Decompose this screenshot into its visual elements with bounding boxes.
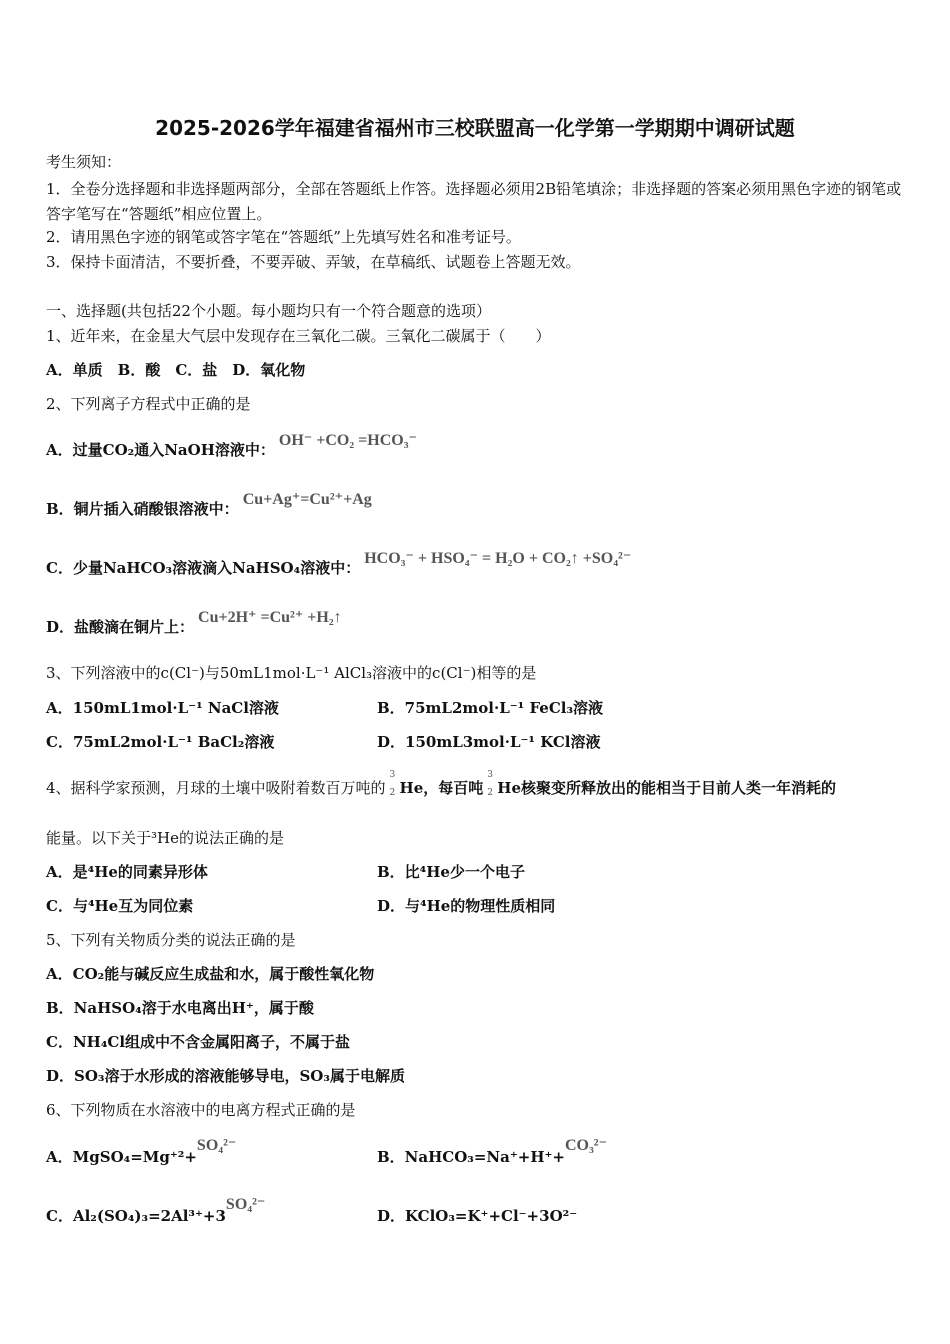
q5-stem: 5、下列有关物质分类的说法正确的是 [46,931,296,949]
q3-option-a: A．150mL1mol·L⁻¹ NaCl溶液 [46,699,279,717]
q6-option-b-ion: CO₃²⁻ [565,1137,608,1154]
q2-stem: 2、下列离子方程式中正确的是 [46,395,251,413]
q2-option-c-equation: HCO₃⁻ + HSO₄⁻ = H₂O + CO₂↑ +SO₄²⁻ [364,550,632,567]
q6-option-c [46,1196,266,1227]
q5-option-c: C．NH₄Cl组成中不含金属阳离子，不属于盐 [46,1033,351,1051]
he3-nuclide-2: 3 2 [487,770,493,798]
q4-stem-part1: 4、据科学家预测，月球的土壤中吸附着数百万吨的 [46,779,386,797]
q6-option-c-text: C．Al₂(SO₄)₃=2Al³⁺+3 [46,1207,226,1225]
q5-option-d: D．SO₃溶于水形成的溶液能够导电，SO₃属于电解质 [46,1067,405,1085]
q3-option-b: B．75mL2mol·L⁻¹ FeCl₃溶液 [377,699,604,717]
q4-stem-line2: 能量。以下关于³He的说法正确的是 [46,829,284,847]
q1-stem: 1、近年来，在金星大气层中发现存在三氧化二碳。三氧化二碳属于（ ） [46,327,551,345]
q3-option-d: D．150mL3mol·L⁻¹ KCl溶液 [377,733,601,751]
q4-stem [46,770,836,799]
q4-option-c: C．与⁴He互为同位素 [46,897,194,915]
q2-option-a [46,432,417,461]
notice-item-3: 3．保持卡面清洁，不要折叠，不要弄破、弄皱，在草稿纸、试题卷上答题无效。 [46,253,581,271]
page-title: 2025-2026学年福建省福州市三校联盟高一化学第一学期期中调研试题 [155,116,795,140]
q6-stem: 6、下列物质在水溶液中的电离方程式正确的是 [46,1101,356,1119]
q2-option-d-equation: Cu+2H⁺ =Cu²⁺ +H₂↑ [198,609,342,626]
q3-stem: 3、下列溶液中的c(Cl⁻)与50mL1mol·L⁻¹ AlCl₃溶液中的c(Cl⁻)相等的是 [46,664,537,682]
q2-option-b [46,491,372,520]
notice-item-2: 2．请用黑色字迹的钢笔或答字笔在“答题纸”上先填写姓名和准考证号。 [46,228,521,246]
q2-option-c [46,550,632,579]
q3-option-c: C．75mL2mol·L⁻¹ BaCl₂溶液 [46,733,275,751]
q4-stem-part2: He，每百吨 [399,779,484,797]
q5-option-a: A．CO₂能与碱反应生成盐和水，属于酸性氧化物 [46,965,375,983]
q1-options: A．单质 B．酸 C．盐 D．氧化物 [46,361,306,379]
q4-option-b: B．比⁴He少一个电子 [377,863,525,881]
q4-option-d: D．与⁴He的物理性质相同 [377,897,556,915]
he3-nuclide-1: 3 2 [389,770,396,798]
q6-option-b [377,1137,608,1168]
q2-option-a-equation: OH⁻ +CO₂ =HCO₃⁻ [278,432,417,449]
q6-option-c-ion: SO₄²⁻ [225,1196,266,1213]
q2-option-b-equation: Cu+Ag⁺=Cu²⁺+Ag [242,491,372,508]
q6-option-b-text: B．NaHCO₃=Na⁺+H⁺+ [377,1148,565,1166]
section-heading: 一、选择题(共包括22个小题。每小题均只有一个符合题意的选项） [46,302,491,320]
q2-option-d-text: D．盐酸滴在铜片上： [46,618,195,636]
notice-item-1: 1．全卷分选择题和非选择题两部分，全部在答题纸上作答。选择题必须用2B铅笔填涂；非选择题的答案必须用黑色字迹的钢笔或答字笔写在“答题纸”相应位置上。 [46,180,902,223]
q6-option-a [46,1137,237,1168]
notice-heading: 考生须知： [46,153,122,171]
q4-option-a: A．是⁴He的同素异形体 [46,863,208,881]
q6-option-d: D．KClO₃=K⁺+Cl⁻+3O²⁻ [377,1207,578,1225]
q4-stem-part3: He核聚变所释放出的能相当于目前人类一年消耗的 [497,779,836,797]
q2-option-d [46,609,342,638]
q2-option-b-text: B．铜片插入硝酸银溶液中： [46,500,239,518]
q6-option-a-ion: SO₄²⁻ [196,1137,237,1154]
q2-option-a-text: A．过量CO₂通入NaOH溶液中： [46,441,275,459]
q6-option-a-text: A．MgSO₄=Mg⁺²+ [46,1148,197,1166]
q5-option-b: B．NaHSO₄溶于水电离出H⁺，属于酸 [46,999,314,1017]
q2-option-c-text: C．少量NaHCO₃溶液滴入NaHSO₄溶液中： [46,559,361,577]
